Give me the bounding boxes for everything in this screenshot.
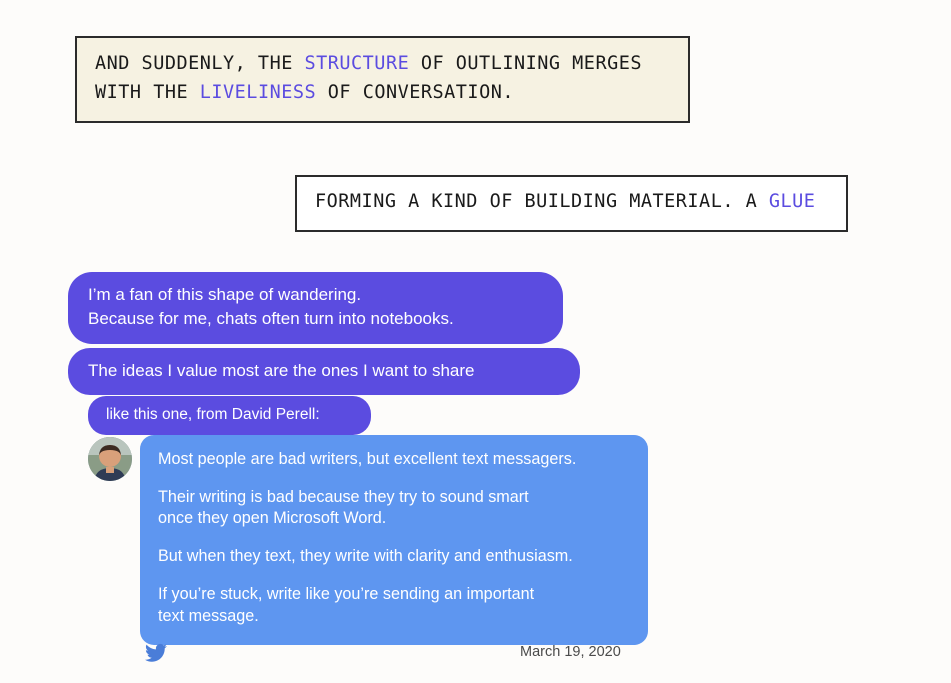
caption-line-1 [315,188,830,217]
avatar [88,437,132,481]
tweet-line: once they open Microsoft Word. [158,509,387,528]
tweet-card [88,435,653,680]
caption-box-structure [75,36,690,123]
caption-text: OF OUTLINING MERGES [409,53,642,74]
tweet-line: Their writing is bad because they try to sound smart [158,487,529,506]
chat-bubble-line: Because for me, chats often turn into notebooks. [88,309,454,329]
tweet-paragraph-1 [158,449,630,471]
chat-bubble-line: The ideas I value most are the ones I want to share [88,361,475,380]
caption-line-2 [95,79,672,108]
twitter-icon[interactable] [145,643,167,668]
caption-line-1 [95,50,672,79]
tweet-text-bubble [140,435,648,645]
caption-box-glue [295,175,848,232]
tweet-paragraph-4 [158,584,630,627]
caption-highlight-glue: GLUE [768,191,816,212]
caption-text: WITH THE [95,81,200,103]
chat-bubble-wandering [68,272,563,344]
chat-bubble-line: I’m a fan of this shape of wandering. [88,285,362,304]
caption-text: AND SUDDENLY, THE [95,53,305,74]
tweet-paragraph-3 [158,546,630,568]
tweet-line: text message. [158,606,259,625]
tweet-paragraph-2 [158,487,630,530]
chat-bubble-line: like this one, from David Perell: [106,406,320,423]
caption-text: OF CONVERSATION. [316,81,514,103]
caption-text: FORMING A KIND OF BUILDING MATERIAL. A [315,191,769,212]
tweet-line: Most people are bad writers, but excellent text messagers. [158,450,577,468]
tweet-date: March 19, 2020 [520,644,621,660]
chat-bubble-like-this-one [88,396,371,435]
caption-highlight-liveliness: LIVELINESS [199,81,317,103]
chat-bubble-ideas [68,348,580,395]
tweet-line: But when they text, they write with clarity and enthusiasm. [158,547,573,566]
tweet-line: If you’re stuck, write like you’re sending an important [158,584,535,603]
caption-highlight-structure: STRUCTURE [304,53,410,74]
tweet-footer [140,643,648,669]
